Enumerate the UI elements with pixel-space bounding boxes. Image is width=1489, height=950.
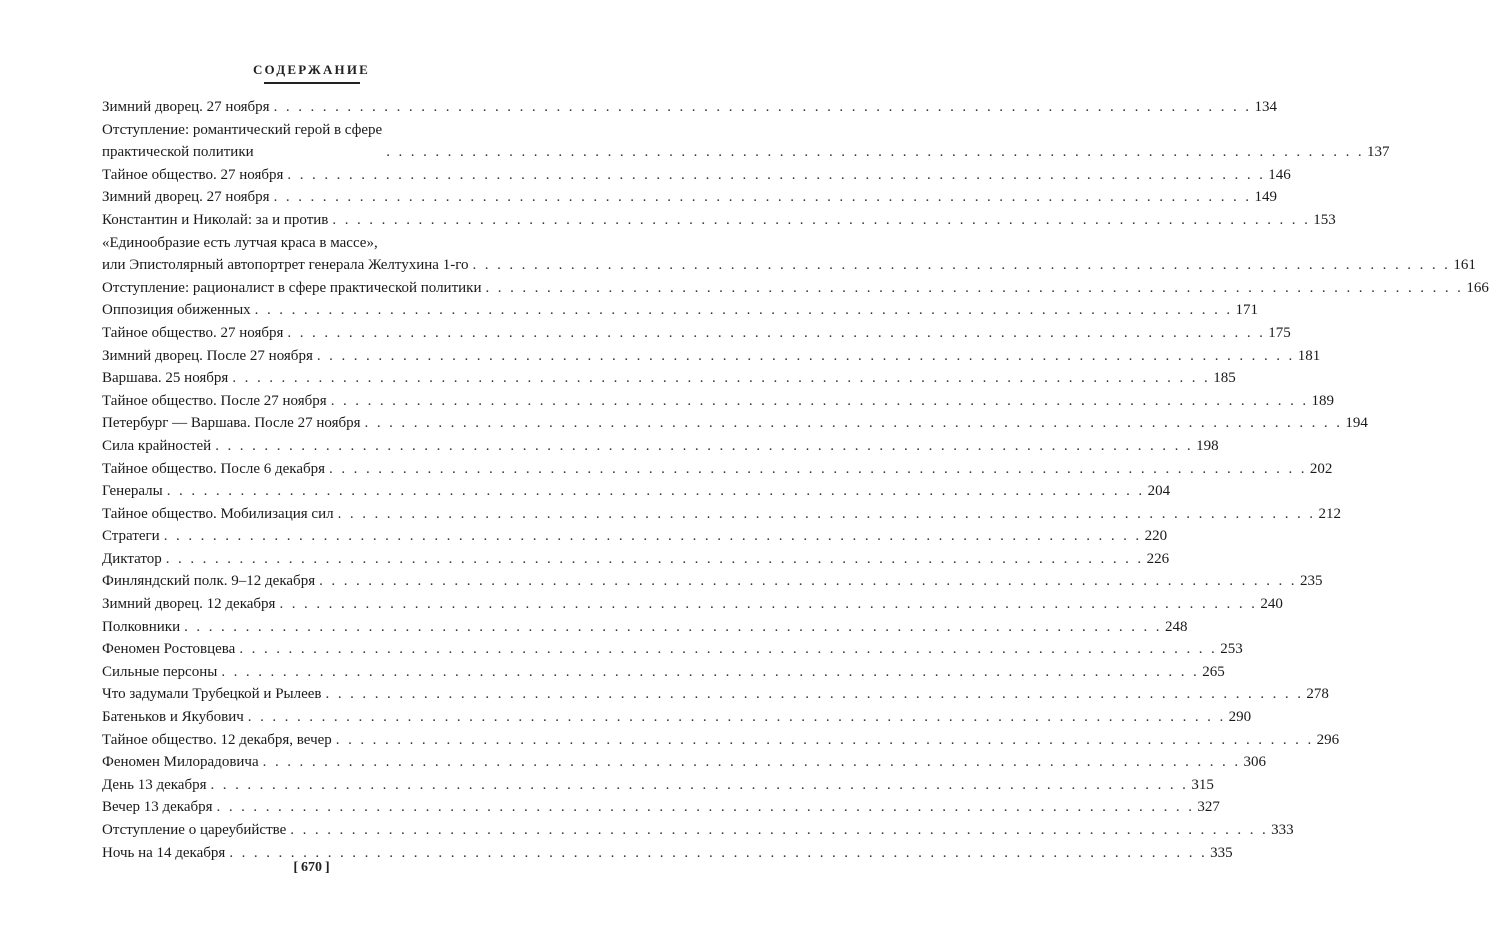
toc-leader-dots: . . . . . . . . . . . . . . . . . . . . . . . . . . . . . . . . . . . . . . . . . . . . . . . . . . . . . . . . . . . . . . . . . . . . . . . . . . . . . . . . <box>364 415 1343 432</box>
toc-entry-page: 315 <box>1191 776 1214 793</box>
toc-entry-title <box>102 616 180 639</box>
toc-entry <box>102 503 1341 526</box>
table-of-contents <box>102 96 1489 864</box>
toc-entry <box>102 412 1368 435</box>
toc-entry <box>102 345 1321 368</box>
toc-entry-title-text: Ночь на 14 декабря <box>102 844 226 861</box>
toc-entry <box>102 119 1390 164</box>
toc-entry-title-text: Варшава. 25 ноября <box>102 370 229 387</box>
title-underline <box>264 82 360 84</box>
toc-entry-page: 248 <box>1164 618 1188 635</box>
toc-entry-page: 134 <box>1254 99 1277 115</box>
toc-entry <box>102 661 1225 684</box>
toc-leader-dots: . . . . . . . . . . . . . . . . . . . . . . . . . . . . . . . . . . . . . . . . . . . . . . . . . . . . . . . . . . . . . . . . . . . . . . . . . . . . . . . . <box>330 392 1309 409</box>
toc-entry-title <box>102 299 251 322</box>
toc-leader-dots: . . . . . . . . . . . . . . . . . . . . . . . . . . . . . . . . . . . . . . . . . . . . . . . . . . . . . . . . . . . . . . . . . . . . . . . . . . . . . . . . <box>287 166 1266 183</box>
toc-entry <box>102 96 1277 119</box>
toc-leader-dots: . . . . . . . . . . . . . . . . . . . . . . . . . . . . . . . . . . . . . . . . . . . . . . . . . . . . . . . . . . . . . . . . . . . . . . . . . . . . . . . . <box>472 257 1451 274</box>
toc-leader-dots: . . . . . . . . . . . . . . . . . . . . . . . . . . . . . . . . . . . . . . . . . . . . . . . . . . . . . . . . . . . . . . . . . . . . . . . . . . . . . . . . <box>239 641 1218 658</box>
toc-entry-page: 185 <box>1213 370 1236 387</box>
toc-entry <box>102 525 1168 548</box>
toc-entry-title-text: Тайное общество. После 6 декабря <box>102 460 326 477</box>
toc-leader-dots: . . . . . . . . . . . . . . . . . . . . . . . . . . . . . . . . . . . . . . . . . . . . . . . . . . . . . . . . . . . . . . . . . . . . . . . . . . . . . . . . <box>163 528 1142 545</box>
toc-entry-title <box>102 96 270 119</box>
page-footer <box>0 860 623 876</box>
toc-entry-title-text: или Эпистолярный автопортрет генерала Желтухина 1-го <box>102 257 469 274</box>
toc-entry-page: 189 <box>1311 392 1335 409</box>
toc-entry-title <box>102 322 283 345</box>
toc-entry-title-text: Оппозиция обиженных <box>102 302 251 319</box>
toc-entry-page: 198 <box>1196 437 1219 454</box>
toc-entry-title <box>102 729 332 752</box>
toc-leader-dots: . . . . . . . . . . . . . . . . . . . . . . . . . . . . . . . . . . . . . . . . . . . . . . . . . . . . . . . . . . . . . . . . . . . . . . . . . . . . . . . . <box>287 324 1266 341</box>
toc-entry <box>102 277 1489 300</box>
toc-entry-title <box>102 277 481 300</box>
toc-entry-page: 335 <box>1210 844 1233 861</box>
toc-entry <box>102 435 1219 458</box>
toc-leader-dots: . . . . . . . . . . . . . . . . . . . . . . . . . . . . . . . . . . . . . . . . . . . . . . . . . . . . . . . . . . . . . . . . . . . . . . . . . . . . . . . . <box>279 596 1258 613</box>
toc-leader-dots: . . . . . . . . . . . . . . . . . . . . . . . . . . . . . . . . . . . . . . . . . . . . . . . . . . . . . . . . . . . . . . . . . . . . . . . . . . . . . . . . <box>216 799 1195 816</box>
toc-leader-dots: . . . . . . . . . . . . . . . . . . . . . . . . . . . . . . . . . . . . . . . . . . . . . . . . . . . . . . . . . . . . . . . . . . . . . . . . . . . . . . . . <box>319 573 1297 590</box>
toc-leader-dots: . . . . . . . . . . . . . . . . . . . . . . . . . . . . . . . . . . . . . . . . . . . . . . . . . . . . . . . . . . . . . . . . . . . . . . . . . . . . . . . . <box>290 822 1269 838</box>
page-number-bracket-right: ] <box>325 860 330 875</box>
toc-entry-page: 149 <box>1254 189 1277 206</box>
toc-entry-title-text: Вечер 13 декабря <box>102 799 213 816</box>
toc-leader-dots: . . . . . . . . . . . . . . . . . . . . . . . . . . . . . . . . . . . . . . . . . . . . . . . . . . . . . . . . . . . . . . . . . . . . . . . . . . . . . . . . <box>254 302 1233 319</box>
toc-leader-dots: . . . . . . . . . . . . . . . . . . . . . . . . . . . . . . . . . . . . . . . . . . . . . . . . . . . . . . . . . . . . . . . . . . . . . . . . . . . . . . . . <box>232 370 1211 387</box>
toc-entry-page: 240 <box>1260 596 1283 613</box>
toc-entry <box>102 819 1294 842</box>
toc-entry <box>102 593 1283 616</box>
toc-entry <box>102 616 1188 639</box>
toc-leader-dots: . . . . . . . . . . . . . . . . . . . . . . . . . . . . . . . . . . . . . . . . . . . . . . . . . . . . . . . . . . . . . . . . . . . . . . . . . . . . . . . . <box>332 211 1311 228</box>
toc-entry-title-text: Зимний дворец. 27 ноября <box>102 99 270 115</box>
toc-entry-title-text: Феномен Милорадовича <box>102 754 259 771</box>
toc-entry-title <box>102 186 270 209</box>
toc-entry-title <box>102 412 361 435</box>
toc-entry <box>102 209 1336 232</box>
toc-entry-title <box>102 796 213 819</box>
toc-entry-page: 220 <box>1144 528 1168 545</box>
toc-leader-dots: . . . . . . . . . . . . . . . . . . . . . . . . . . . . . . . . . . . . . . . . . . . . . . . . . . . . . . . . . . . . . . . . . . . . . . . . . . . . . . . . <box>215 437 1194 454</box>
toc-entry-page: 146 <box>1268 166 1291 183</box>
toc-entry <box>102 390 1335 413</box>
page-header <box>0 62 623 84</box>
toc-leader-dots: . . . . . . . . . . . . . . . . . . . . . . . . . . . . . . . . . . . . . . . . . . . . . . . . . . . . . . . . . . . . . . . . . . . . . . . . . . . . . . . . <box>335 731 1314 748</box>
toc-entry-page: 137 <box>1367 144 1390 161</box>
toc-entry-page: 327 <box>1197 799 1220 816</box>
toc-entry-title-line1: Отступление: романтический герой в сфере <box>102 121 383 138</box>
toc-entry-title <box>102 548 162 571</box>
toc-entry <box>102 164 1291 187</box>
toc-entry-title <box>102 503 334 526</box>
toc-entry-title <box>102 232 468 277</box>
toc-entry-title <box>102 435 211 458</box>
toc-entry-page: 226 <box>1146 550 1170 567</box>
toc-entry <box>102 367 1236 390</box>
toc-entry <box>102 548 1170 571</box>
toc-entry-title-text: Что задумали Трубецкой и Рылеев <box>102 686 322 703</box>
toc-entry-title <box>102 683 322 706</box>
toc-entry-title-text: Константин и Николай: за и против <box>102 211 329 228</box>
toc-entry <box>102 638 1243 661</box>
toc-entry-page: 278 <box>1306 686 1329 703</box>
toc-entry <box>102 570 1323 593</box>
toc-entry-page: 306 <box>1243 754 1266 771</box>
toc-entry <box>102 683 1329 706</box>
toc-entry <box>102 706 1252 729</box>
toc-leader-dots: . . . . . . . . . . . . . . . . . . . . . . . . . . . . . . . . . . . . . . . . . . . . . . . . . . . . . . . . . . . . . . . . . . . . . . . . . . . . . . . . <box>316 347 1295 364</box>
toc-entry-title <box>102 458 325 481</box>
toc-entry <box>102 299 1259 322</box>
toc-entry <box>102 796 1220 819</box>
toc-leader-dots: . . . . . . . . . . . . . . . . . . . . . . . . . . . . . . . . . . . . . . . . . . . . . . . . . . . . . . . . . . . . . . . . . . . . . . . . . . . . . . . . <box>329 460 1307 477</box>
toc-entry-title-text: Тайное общество. 12 декабря, вечер <box>102 731 332 748</box>
toc-entry <box>102 322 1291 345</box>
toc-entry <box>102 729 1340 752</box>
toc-entry-title-text: Отступление: рационалист в сфере практической политики <box>102 279 482 296</box>
toc-entry <box>102 232 1476 277</box>
toc-leader-dots: . . . . . . . . . . . . . . . . . . . . . . . . . . . . . . . . . . . . . . . . . . . . . . . . . . . . . . . . . . . . . . . . . . . . . . . . . . . . . . . . <box>262 754 1241 771</box>
toc-entry-title <box>102 570 315 593</box>
toc-entry-title <box>102 661 217 684</box>
toc-leader-dots: . . . . . . . . . . . . . . . . . . . . . . . . . . . . . . . . . . . . . . . . . . . . . . . . . . . . . . . . . . . . . . . . . . . . . . . . . . . . . . . . <box>229 844 1208 861</box>
toc-entry-title <box>102 751 259 774</box>
toc-entry-title <box>102 209 328 232</box>
toc-entry-page: 296 <box>1316 731 1340 748</box>
toc-entry-title <box>102 164 283 187</box>
toc-entry-title <box>102 525 160 548</box>
toc-entry-title <box>102 819 286 842</box>
toc-entry <box>102 774 1214 797</box>
toc-entry <box>102 458 1333 481</box>
toc-entry-page: 161 <box>1453 257 1476 274</box>
toc-entry-title <box>102 367 228 390</box>
toc-entry-title-text: Феномен Ростовцева <box>102 641 236 658</box>
toc-entry-title-text: Тайное общество. После 27 ноября <box>102 392 327 409</box>
toc-entry <box>102 480 1171 503</box>
toc-entry-title-text: Отступление о цареубийстве <box>102 822 287 838</box>
toc-leader-dots: . . . . . . . . . . . . . . . . . . . . . . . . . . . . . . . . . . . . . . . . . . . . . . . . . . . . . . . . . . . . . . . . . . . . . . . . . . . . . . . . <box>184 618 1162 635</box>
toc-leader-dots: . . . . . . . . . . . . . . . . . . . . . . . . . . . . . . . . . . . . . . . . . . . . . . . . . . . . . . . . . . . . . . . . . . . . . . . . . . . . . . . . <box>221 663 1200 680</box>
toc-entry-title-text: Диктатор <box>102 550 162 567</box>
toc-entry-title-text: Тайное общество. Мобилизация сил <box>102 505 334 522</box>
toc-entry-title <box>102 706 244 729</box>
toc-entry-title <box>102 593 275 616</box>
toc-entry-title <box>102 119 382 164</box>
toc-entry-page: 204 <box>1147 483 1171 500</box>
toc-entry-title-text: Стратеги <box>102 528 160 545</box>
toc-entry <box>102 186 1277 209</box>
toc-entry-title-text: День 13 декабря <box>102 776 207 793</box>
toc-leader-dots: . . . . . . . . . . . . . . . . . . . . . . . . . . . . . . . . . . . . . . . . . . . . . . . . . . . . . . . . . . . . . . . . . . . . . . . . . . . . . . . . <box>210 776 1189 793</box>
toc-entry-title-text: Полковники <box>102 618 181 635</box>
toc-entry-page: 181 <box>1297 347 1321 364</box>
toc-leader-dots: . . . . . . . . . . . . . . . . . . . . . . . . . . . . . . . . . . . . . . . . . . . . . . . . . . . . . . . . . . . . . . . . . . . . . . . . . . . . . . . . <box>247 709 1226 726</box>
toc-entry-title-text: Зимний дворец. После 27 ноября <box>102 347 313 364</box>
page-number: 670 <box>301 860 322 875</box>
toc-entry-page: 171 <box>1235 302 1259 319</box>
toc-entry-title-text: Батеньков и Якубович <box>102 709 244 726</box>
toc-entry-page: 235 <box>1299 573 1323 590</box>
toc-entry-title-text: Сильные персоны <box>102 663 218 680</box>
toc-entry-title <box>102 774 206 797</box>
toc-leader-dots: . . . . . . . . . . . . . . . . . . . . . . . . . . . . . . . . . . . . . . . . . . . . . . . . . . . . . . . . . . . . . . . . . . . . . . . . . . . . . . . . <box>337 505 1316 522</box>
toc-entry-page: 333 <box>1271 822 1294 838</box>
toc-leader-dots: . . . . . . . . . . . . . . . . . . . . . . . . . . . . . . . . . . . . . . . . . . . . . . . . . . . . . . . . . . . . . . . . . . . . . . . . . . . . . . . . <box>273 189 1252 206</box>
toc-entry-title-text: практической политики <box>102 144 254 161</box>
toc-entry-title-text: Финляндский полк. 9–12 декабря <box>102 573 316 590</box>
toc-entry-title-text: Зимний дворец. 12 декабря <box>102 596 276 613</box>
toc-entry-title <box>102 480 163 503</box>
toc-entry-page: 194 <box>1345 415 1368 432</box>
toc-leader-dots: . . . . . . . . . . . . . . . . . . . . . . . . . . . . . . . . . . . . . . . . . . . . . . . . . . . . . . . . . . . . . . . . . . . . . . . . . . . . . . . . <box>166 483 1145 500</box>
toc-entry <box>102 751 1266 774</box>
toc-entry-title-text: Тайное общество. 27 ноября <box>102 324 284 341</box>
page-title: СОДЕРЖАНИЕ <box>252 62 371 77</box>
toc-entry-page: 212 <box>1318 505 1341 522</box>
toc-entry-page: 290 <box>1228 709 1252 726</box>
toc-entry-title <box>102 638 235 661</box>
toc-leader-dots: . . . . . . . . . . . . . . . . . . . . . . . . . . . . . . . . . . . . . . . . . . . . . . . . . . . . . . . . . . . . . . . . . . . . . . . . . . . . . . . . <box>386 144 1365 161</box>
toc-entry-page: 175 <box>1268 324 1291 341</box>
toc-entry-page: 265 <box>1202 663 1225 680</box>
toc-entry-title <box>102 345 313 368</box>
toc-entry-page: 166 <box>1466 279 1489 296</box>
toc-entry-page: 253 <box>1220 641 1243 658</box>
toc-entry-page: 202 <box>1309 460 1333 477</box>
toc-entry-title-text: Петербург — Варшава. После 27 ноября <box>102 415 361 432</box>
toc-entry-title-line1: «Единообразие есть лутчая краса в массе», <box>102 234 378 251</box>
toc-entry-title-text: Генералы <box>102 483 163 500</box>
toc-leader-dots: . . . . . . . . . . . . . . . . . . . . . . . . . . . . . . . . . . . . . . . . . . . . . . . . . . . . . . . . . . . . . . . . . . . . . . . . . . . . . . . . <box>485 279 1464 296</box>
toc-entry-title-text: Зимний дворец. 27 ноября <box>102 189 270 206</box>
toc-entry-title-text: Сила крайностей <box>102 437 212 454</box>
toc-leader-dots: . . . . . . . . . . . . . . . . . . . . . . . . . . . . . . . . . . . . . . . . . . . . . . . . . . . . . . . . . . . . . . . . . . . . . . . . . . . . . . . . <box>325 686 1304 703</box>
toc-entry-title <box>102 390 327 413</box>
toc-entry-title-text: Тайное общество. 27 ноября <box>102 166 284 183</box>
page-number-bracket-left: [ <box>293 860 298 875</box>
toc-entry-page: 153 <box>1313 211 1336 228</box>
toc-leader-dots: . . . . . . . . . . . . . . . . . . . . . . . . . . . . . . . . . . . . . . . . . . . . . . . . . . . . . . . . . . . . . . . . . . . . . . . . . . . . . . . . <box>273 99 1252 115</box>
toc-leader-dots: . . . . . . . . . . . . . . . . . . . . . . . . . . . . . . . . . . . . . . . . . . . . . . . . . . . . . . . . . . . . . . . . . . . . . . . . . . . . . . . . <box>165 550 1144 567</box>
